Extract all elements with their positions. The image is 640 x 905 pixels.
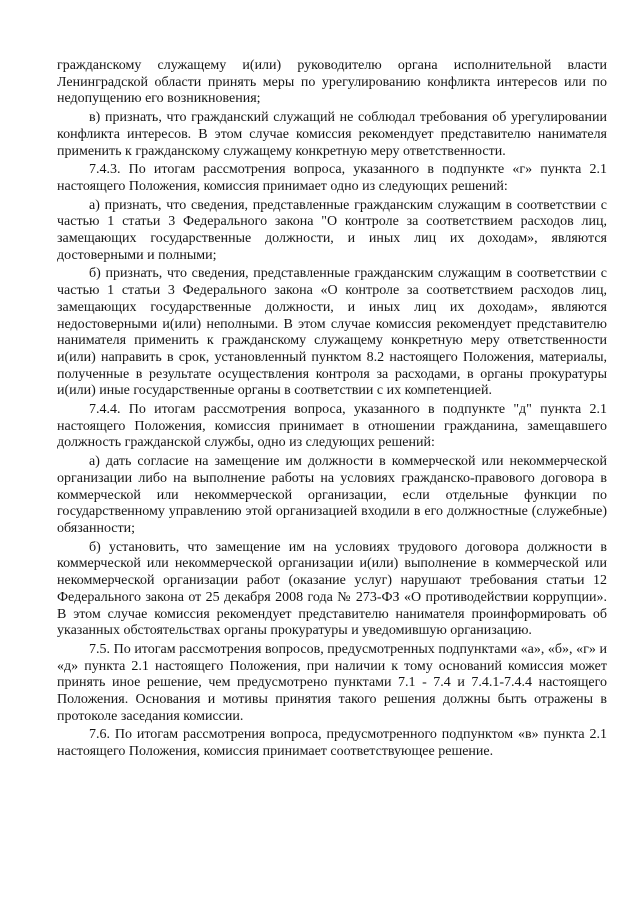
paragraph-7-4-3-b: б) признать, что сведения, представленные гражданским служащим в соответствии с частью 1 статьи 3 Федерального закона «О контроле за соответствием расходов лиц, замещающих государственные должности, и иных лиц их доходам», являются недостоверными и(или) неполными. В этом случае комиссия рекомендует представителю нанимателя применить к гражданскому служащему конкретную меру ответственности и(или) направить в срок, установленный пунктом 8.2 настоящего Положения, материалы, полученные в результате осуществления контроля за расходами, в органы прокуратуры и(или) иные государственные органы в соответствии с их компетенцией.: [57, 266, 607, 399]
document-body: [57, 58, 607, 761]
paragraph-7-6: 7.6. По итогам рассмотрения вопроса, предусмотренного подпунктом «в» пункта 2.1 настоящего Положения, комиссия принимает соответствующее решение.: [57, 727, 607, 760]
paragraph-item-v: в) признать, что гражданский служащий не соблюдал требования об урегулировании конфликта интересов. В этом случае комиссия рекомендует представителю нанимателя применить к гражданскому служащему конкретную меру ответственности.: [57, 110, 607, 159]
paragraph-7-4-3: 7.4.3. По итогам рассмотрения вопроса, указанного в подпункте «г» пункта 2.1 настоящего Положения, комиссия принимает одно из следующих решений:: [57, 162, 607, 194]
paragraph-7-4-4: 7.4.4. По итогам рассмотрения вопроса, указанного в подпункте "д" пункта 2.1 настоящего Положения, комиссия принимает в отношении гражданина, замещавшего должность гражданской службы, одно из следующих решений:: [57, 402, 607, 451]
paragraph-7-4-4-b: б) установить, что замещение им на условиях трудового договора должности в коммерческой или некоммерческой организации и(или) выполнение в коммерческой или некоммерческой организации работ (оказание услуг) нарушают требования статьи 12 Федерального закона от 25 декабря 2008 года № 273-ФЗ «О противодействии коррупции». В этом случае комиссия рекомендует представителю нанимателя проинформировать об указанных обстоятельствах органы прокуратуры и уведомившую организацию.: [57, 539, 607, 639]
paragraph-7-5: 7.5. По итогам рассмотрения вопросов, предусмотренных подпунктами «а», «б», «г» и «д» пункта 2.1 настоящего Положения, при наличии к тому оснований комиссия может принять иное решение, чем предусмотрено пунктами 7.1 - 7.4 и 7.4.1-7.4.4 настоящего Положения. Основания и мотивы принятия такого решения должны быть отражены в протоколе заседания комиссии.: [57, 641, 607, 724]
paragraph-continuation: гражданскому служащему и(или) руководителю органа исполнительной власти Ленинградской области принять меры по урегулированию конфликта интересов или по недопущению его возникновения;: [57, 58, 607, 107]
paragraph-7-4-4-a: а) дать согласие на замещение им должности в коммерческой или некоммерческой организации либо на выполнение работы на условиях гражданско-правового договора в коммерческой или некоммерческой организации, если отдельные функции по государственному управлению этой организацией входили в его должностные (служебные) обязанности;: [57, 454, 607, 536]
paragraph-7-4-3-a: а) признать, что сведения, представленные гражданским служащим в соответствии с частью 1 статьи 3 Федерального закона "О контроле за соответствием расходов лиц, замещающих государственные должности, и иных лиц их доходам», являются достоверными и полными;: [57, 197, 607, 263]
